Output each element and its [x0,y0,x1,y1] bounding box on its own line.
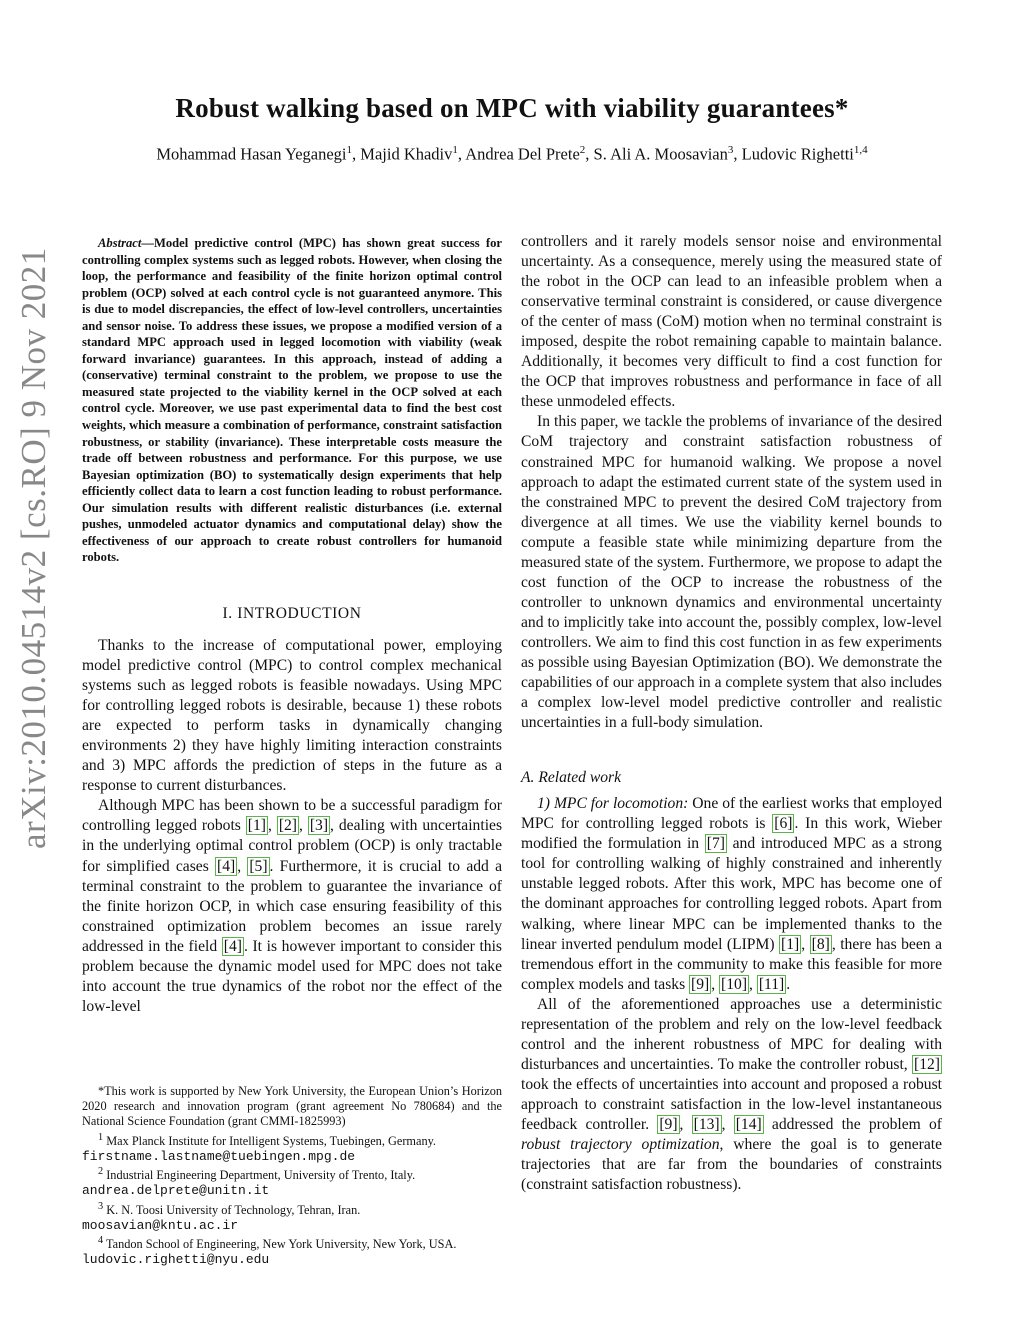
subsection-heading-related-work: A. Related work [521,769,622,787]
author-name: Ludovic Righetti [741,144,854,164]
citation-link[interactable]: [11] [758,975,785,993]
citation-link[interactable]: [6] [774,815,793,833]
related-paragraph-1: 1) MPC for locomotion: One of the earliest works that employed MPC for controlling legged robots is [6] . In this work, Wieber modified the formulation in [7] and introduced MPC as a strong tool for controlling walking of highly constrained and inherently unstable legged robots. After this work, MPC has become one of the dominant approaches for controlling legged robots. Apart from walking, where linear MPC can be implemented thanks to the linear inverted pendulum model (LIPM) [1] , [8] , there has been a tremendous effort in the community to make this feasible for more complex models and tasks [9] , [10] , [11] . [521,795,942,993]
text-run: Although MPC has been shown to be a successful paradigm for controlling legged robots [82,797,502,835]
footnote-text: Tandon School of Engineering, New York University, New York, USA. [103,1237,457,1252]
abstract: Abstract—Model predictive control (MPC) has shown great success for controlling complex systems such as legged robots. However, when closing the loop, the performance and feasibility of the finite horizon optimal control problem (OCP) solved at each control cycle is not guaranteed anymore. This is due to model discrepancies, the effect of low-level controllers, uncertainties and sensor noise. To address these issues, we propose a modified version of a standard MPC approach used in legged locomotion with viability (weak forward invariance) guarantees. In this approach, instead of adding a (conservative) terminal constraint to the problem, we propose to use the measured state projected to the viability kernel in the OCP solved at each control cycle. Moreover, we use past experimental data to find the best cost weights, which measure a combination of performance, constraint satisfaction robustness, or stability (invariance). These interpretable costs measure the trade off between robustness and performance. For this purpose, we use Bayesian optimization (BO) to systematically design experiments that help efficiently collect data to learn a cost function leading to robust performance. Our simulation results with different realistic disturbances (i.e. external pushes, unmodeled actuator dynamics and computational delay) show the effectiveness of our approach to create robust controllers for humanoid robots. [82,236,502,565]
author-affiliation: 3 [727,144,734,156]
intro-paragraph-3: In this paper, we tackle the problems of invariance of the desired CoM trajectory and constraint satisfaction robustness of constrained MPC for humanoid walking. We propose a novel approach to adapt the estimated current state of the system used in the constrained MPC to prevent the desired CoM trajectory from divergence at all times. We use the viability kernel bounds to compute a feasible state while minimizing departure from the measured state of the system. Furthermore, we propose to adapt the cost function of the OCP to increase the robustness of the controller to unknown dynamics and environmental uncertainty and to implicitly take into account the, possibly complex, low-level controllers. We aim to find this cost function in as few experiments as possible using Bayesian Optimization (BO). We demonstrate the capabilities of our approach in a complete system that also includes a complex low-level model predictive controller and realistic uncertainties in a full-body simulation. [521,413,942,732]
paper-title: Robust walking based on MPC with viability guarantees* [175,93,849,123]
author-affiliation: 2 [579,144,586,156]
text-run: addressed the problem of [763,1115,942,1133]
author-affiliation: 1,4 [853,144,868,156]
author-name: S. Ali A. Moosavian [593,144,728,164]
right-column [521,232,942,1195]
footnote-marker: 3 [98,1200,104,1212]
intro-paragraph-continued: controllers and it rarely models sensor noise and environmental uncertainty. As a consequence, merely using the measured state of the robot in the OCP can lead to an infeasible problem when a conservative terminal constraint is considered, or cause divergence of the center of mass (CoM) motion when no terminal constraint is imposed, despite the robot remaining capable to maintain balance. Additionally, it becomes very difficult to find a cost function for the OCP that improves robustness and performance in face of all these unmodeled effects. [521,233,942,411]
arxiv-stamp: arXiv:2010.04514v2 [cs.RO] 9 Nov 2021 [14,247,53,849]
footnote-text: Industrial Engineering Department, University of Trento, Italy. [103,1168,416,1183]
footnote-text: Max Planck Institute for Intelligent Systems, Tuebingen, Germany. [103,1133,437,1148]
text-run: . In this work, Wieber modified the formulation in [521,815,942,853]
text-run: , there has been a tremendous effort in the community to make this feasible for more complex models and tasks [521,935,942,993]
citation-link[interactable]: [3] [309,817,329,835]
citation-link[interactable]: [4] [217,857,236,875]
footnote-marker: 2 [98,1166,104,1178]
text-run: One of the earliest works that employed MPC for controlling legged robots is [521,795,942,833]
email-link[interactable]: andrea.delprete@unitn.it [82,1183,270,1199]
citation-link[interactable]: [10] [721,975,748,993]
email-link[interactable]: moosavian@kntu.ac.ir [82,1217,239,1233]
author-list: Mohammad Hasan Yeganegi$^1$, Majid Khadiv$^1$, Andrea Del Prete$^2$, S. Ali A. Moosavian$^3$, Ludovic Righetti$^{1,4}$ [156,144,868,164]
intro-paragraph-2: Although MPC has been shown to be a successful paradigm for controlling legged robots [1] , [2] , [3] , dealing with uncertainties in the underlying optimal control problem (OCP) is only tractable for simplified cases [4] , [5] . Furthermore, it is crucial to add a terminal constraint to the problem to guarantee the invariance of the finite horizon OCP, in which case ensuring feasibility of this constrained optimization problem becomes an issue rarely addressed in the field [4] . It is however important to consider this problem because the dynamic model used for MPC does not take into account the true dynamics of the robot nor the effect of the low-level [82,797,503,1015]
left-column [82,232,502,1017]
text-run: took the effects of uncertainties into account and proposed a robust approach to constraint satisfaction in the low-level instantaneous feedback controller. [521,1075,942,1133]
author-name: Mohammad Hasan Yeganegi [156,144,347,164]
footnote-marker: 1 [98,1131,104,1143]
text-run: All of the aforementioned approaches use a deterministic representation of the problem and rely on the low-level feedback control and the inherent robustness of MPC for dealing with disturbances and uncertainties. To make the controller robust, [521,995,942,1073]
author-name: Andrea Del Prete [465,144,580,164]
footnote-affiliation-2 [82,1164,502,1199]
email-link[interactable]: ludovic.righetti@nyu.edu [82,1252,270,1268]
citation-link[interactable]: [12] [914,1055,940,1073]
citation-link[interactable]: [1] [247,817,266,835]
abstract-label: Abstract [98,236,142,250]
footnote-affiliation-3 [82,1199,502,1234]
text-run: . [786,975,791,993]
text-run: . Furthermore, it is crucial to add a terminal constraint to the problem to guarantee the invariance of the finite horizon OCP, in which case ensuring feasibility of this constrained optimization problem becomes an issue rarely addressed in the field [82,857,502,955]
citation-link[interactable]: [13] [693,1115,720,1133]
footnote-affiliation-4 [82,1233,502,1268]
citation-link[interactable]: [5] [249,857,268,875]
citation-link[interactable]: [9] [691,975,710,993]
author-affiliation: 1 [346,144,353,156]
citation-link[interactable]: [2] [278,817,297,835]
section-heading-introduction: I. INTRODUCTION [222,604,362,622]
citation-link[interactable]: [1] [781,935,800,953]
footnote-marker: 4 [98,1235,104,1247]
citation-link[interactable]: [8] [811,935,830,953]
footnote-affiliation-1 [82,1130,502,1165]
text-run: , dealing with uncertainties in the underlying optimal control problem (OCP) is only tractable for simplified cases [82,817,503,875]
abstract-text: Model predictive control (MPC) has shown great success for controlling complex systems such as legged robots. However, when closing the loop, the performance and feasibility of the finite horizon optimal control problem (OCP) solved at each control cycle is not guaranteed anymore. This is due to model discrepancies, the effect of low-level controllers, uncertainties and sensor noise. To address these issues, we propose a modified version of a standard MPC approach used in legged locomotion with viability (weak forward invariance) guarantees. In this approach, instead of adding a (conservative) terminal constraint to the problem, we propose to use the measured state projected to the viability kernel in the OCP solved at each control cycle. Moreover, we use past experimental data to find the best cost weights, which measure a combination of performance, constraint satisfaction robustness, or stability (invariance). These interpretable costs measure the trade off between robustness and performance. For this purpose, we use Bayesian optimization (BO) to systematically design experiments that help efficiently collect data to learn a cost function leading to robust performance. Our simulation results with different realistic disturbances (i.e. external pushes, unmodeled actuator dynamics and computational delay) show the effectiveness of our approach to create robust controllers for humanoid robots. [82,236,502,565]
citation-link[interactable]: [4] [223,937,242,955]
text-run: and introduced MPC as a strong tool for controlling walking of highly constrained and inherently unstable legged robots. After this work, MPC has become one of the dominant approaches for controlling legged robots. Apart from walking, where linear MPC can be implemented thanks to the linear inverted pendulum model (LIPM) [521,835,942,953]
email-link[interactable]: firstname.lastname@tuebingen.mpg.de [82,1148,356,1164]
footnote-funding: *This work is supported by New York University, the European Union’s Horizon 2020 research and innovation program (grant agreement No 780684) and the National Science Foundation (grant CMMI-1825993) [82,1084,502,1129]
footnotes [82,1084,502,1268]
author-affiliation: 1 [452,144,458,156]
emphasis: robust trajectory optimization [521,1136,720,1154]
footnote-text: K. N. Toosi University of Technology, Tehran, Iran. [103,1202,361,1217]
citation-link[interactable]: [7] [706,835,725,853]
citation-link[interactable]: [14] [735,1115,762,1133]
citation-link[interactable]: [9] [659,1115,678,1133]
intro-paragraph-1: Thanks to the increase of computational power, employing model predictive control (MPC) to control complex mechanical systems such as legged robots is feasible nowadays. Using MPC for controlling legged robots is desirable, because 1) these robots are expected to perform tasks in dynamically changing environments 2) they have highly limiting interaction constraints and 3) MPC affords the prediction of steps in the future as a response to current disturbances. [82,636,502,795]
paragraph-label: 1) MPC for locomotion: [537,795,689,813]
author-name: Majid Khadiv [360,144,453,164]
text-run: , where the goal is to generate trajectories that are far from the boundaries of constraints (constraint satisfaction robustness). [521,1136,943,1194]
related-paragraph-2: All of the aforementioned approaches use a deterministic representation of the problem and rely on the low-level feedback control and the inherent robustness of MPC for dealing with disturbances and uncertainties. To make the controller robust, [12] took the effects of uncertainties into account and proposed a robust approach to constraint satisfaction in the low-level instantaneous feedback controller. [9] , [13] , [14] addressed the problem of robust trajectory optimization, where the goal is to generate trajectories that are far from the boundaries of constraints (constraint satisfaction robustness). [521,995,943,1194]
text-run: . It is however important to consider this problem because the dynamic model used for MPC does not take into account the true dynamics of the robot nor the effect of the low-level [82,937,502,1015]
